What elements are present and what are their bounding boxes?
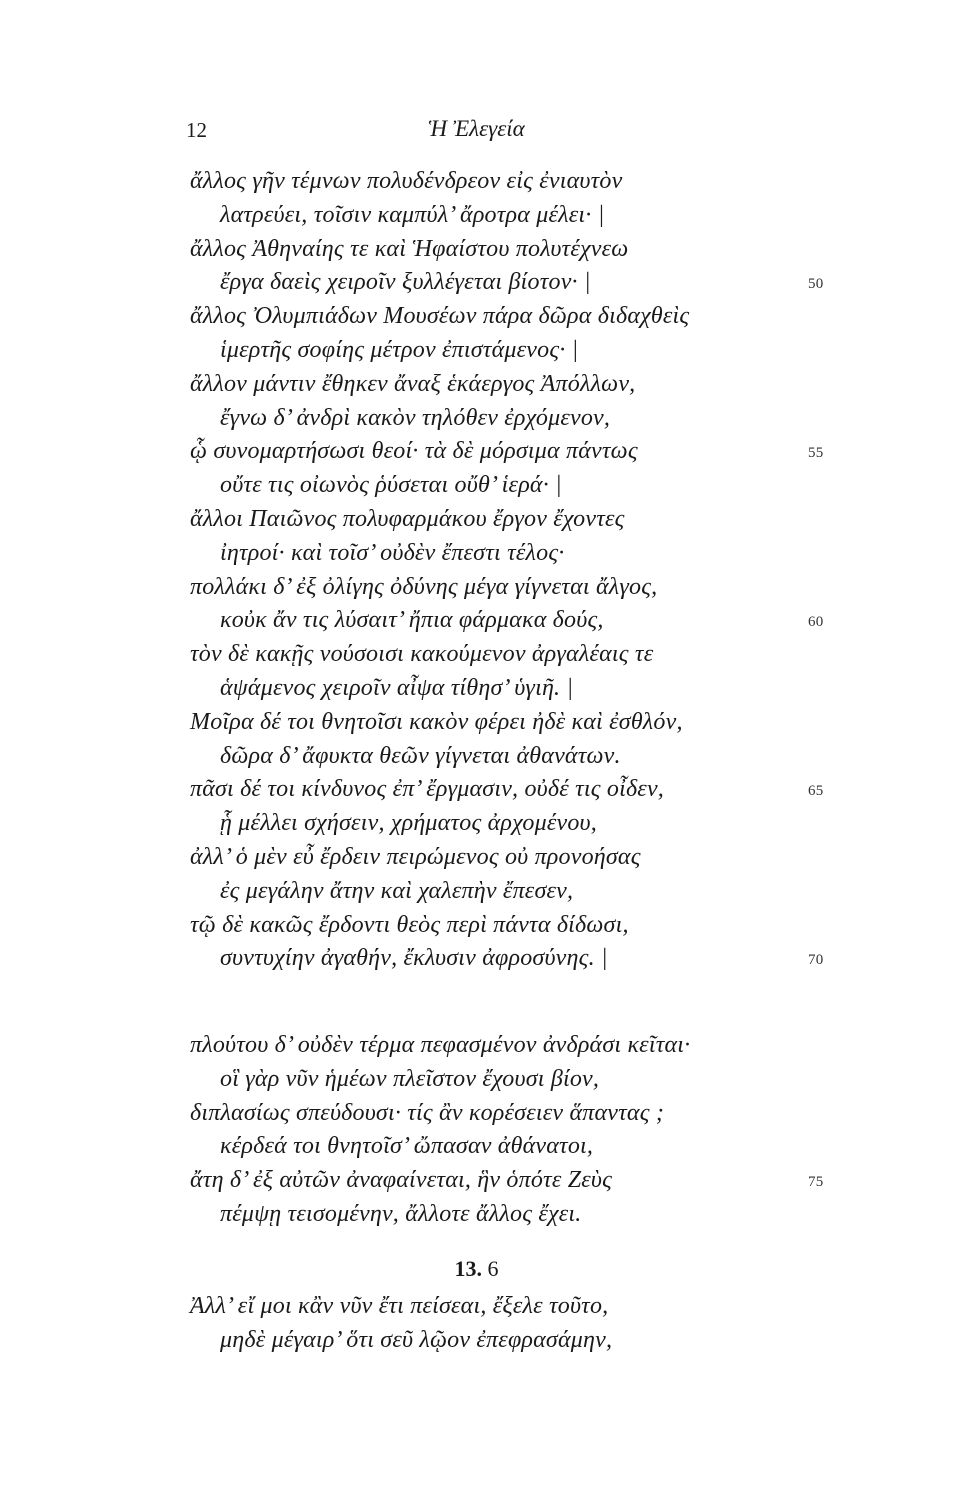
verse-line (0, 1201, 953, 1228)
verse-text: οὔτε τις οἰωνὸς ῥύσεται οὔθ’ ἱερά· | (220, 472, 562, 499)
verse-line (0, 269, 953, 296)
verse-line (0, 844, 953, 871)
verse-text: ἰητροί· καὶ τοῖσ’ οὐδὲν ἔπεστι τέλος· (220, 539, 565, 566)
verse-text: ἄλλος Ὀλυμπιάδων Μουσέων πάρα δῶρα διδαχθεὶς (190, 303, 690, 330)
verse-line (0, 574, 953, 601)
verse-line (0, 371, 953, 398)
verse-line (0, 776, 953, 803)
verse-text: ἄτη δ’ ἐξ αὐτῶν ἀναφαίνεται, ἣν ὁπότε Ζεὺς (190, 1167, 613, 1194)
verse-line (0, 1032, 953, 1059)
running-title: Ἡ Ἐλεγεία (428, 116, 525, 141)
verse-line (0, 202, 953, 229)
verse-line (0, 236, 953, 263)
line-number: 55 (808, 445, 824, 462)
page-number: 12 (186, 118, 207, 142)
verse-line (0, 607, 953, 634)
verse-text: ᾧ συνομαρτήσωσι θεοί· τὰ δὲ μόρσιμα πάντως (190, 438, 638, 465)
line-number: 70 (808, 952, 824, 969)
verse-text: ἄλλος γῆν τέμνων πολυδένδρεον εἰς ἐνιαυτὸν (190, 168, 623, 194)
verse-line (0, 405, 953, 432)
section-subnumber: 6 (487, 1256, 499, 1281)
verse-text: οἳ γὰρ νῦν ἡμέων πλεῖστον ἔχουσι βίον, (220, 1065, 600, 1092)
verse-text: ᾗ μέλλει σχήσειν, χρήματος ἀρχομένου, (220, 810, 597, 837)
line-number: 75 (808, 1174, 824, 1191)
verse-line (0, 1293, 953, 1320)
verse-text: τῷ δὲ κακῶς ἔρδοντι θεὸς περὶ πάντα δίδωσι, (190, 911, 629, 938)
verse-text: ἔγνω δ’ ἀνδρὶ κακὸν τηλόθεν ἐρχόμενον, (220, 404, 611, 431)
verse-line (0, 1327, 953, 1354)
verse-line (0, 337, 953, 364)
verse-text: δῶρα δ’ ἄφυκτα θεῶν γίγνεται ἀθανάτων. (220, 742, 621, 769)
verse-line (0, 709, 953, 736)
section-number: 13. (454, 1256, 482, 1281)
line-number: 65 (808, 783, 824, 800)
verse-line (0, 1100, 953, 1127)
verse-text: ἐς μεγάλην ἄτην καὶ χαλεπὴν ἔπεσεν, (220, 877, 574, 904)
verse-line (0, 168, 953, 195)
verse-text: ἱμερτῆς σοφίης μέτρον ἐπιστάμενος· | (220, 337, 579, 363)
verse-text: ἁψάμενος χειροῖν αἶψα τίθησ’ ὑγιῆ. | (220, 675, 574, 701)
verse-line (0, 472, 953, 499)
verse-line (0, 810, 953, 837)
line-number: 50 (808, 276, 824, 293)
verse-text: ἄλλος Ἀθηναίης τε καὶ Ἡφαίστου πολυτέχνεω (190, 235, 629, 262)
verse-text: τὸν δὲ κακῇς νούσοισι κακούμενον ἀργαλέαις τε (190, 641, 654, 668)
verse-text: κέρδεά τοι θνητοῖσ’ ὤπασαν ἀθάνατοι, (220, 1133, 594, 1160)
verse-line (0, 438, 953, 465)
verse-text: πολλάκι δ’ ἐξ ὀλίγης ὀδύνης μέγα γίγνεται ἄλγος, (190, 573, 658, 600)
verse-line (0, 641, 953, 668)
verse-text: ἄλλοι Παιῶνος πολυφαρμάκου ἔργον ἔχοντες (190, 506, 625, 532)
verse-line (0, 303, 953, 330)
verse-text: λατρεύει, τοῖσιν καμπύλ’ ἄροτρα μέλει· | (220, 201, 605, 228)
verse-text: κοὐκ ἄν τις λύσαιτ’ ἤπια φάρμακα δούς, (220, 607, 604, 634)
verse-text: πέμψῃ τεισομένην, ἄλλοτε ἄλλος ἔχει. (220, 1201, 582, 1227)
verse-text: μηδὲ μέγαιρ’ ὅτι σεῦ λῷον ἐπεφρασάμην, (220, 1327, 613, 1353)
verse-text: ἔργα δαεὶς χειροῖν ξυλλέγεται βίοτον· | (220, 269, 591, 296)
verse-text: διπλασίως σπεύδουσι· τίς ἂν κορέσειεν ἅπαντας ; (190, 1099, 665, 1126)
verse-line (0, 540, 953, 567)
verse-line (0, 878, 953, 905)
verse-text: ἀλλ’ ὁ μὲν εὖ ἔρδειν πειρώμενος οὐ προνοήσας (190, 844, 641, 870)
verse-text: Μοῖρα δέ τοι θνητοῖσι κακὸν φέρει ἠδὲ καὶ ἐσθλόν, (190, 708, 683, 735)
verse-text: πλούτου δ’ οὐδὲν τέρμα πεφασμένον ἀνδράσι κεῖται· (190, 1032, 691, 1058)
verse-line (0, 1167, 953, 1194)
section-heading (0, 1256, 953, 1282)
verse-line (0, 912, 953, 939)
verse-line (0, 1133, 953, 1160)
verse-text: ἄλλον μάντιν ἔθηκεν ἄναξ ἑκάεργος Ἀπόλλων, (190, 370, 636, 397)
verse-line (0, 506, 953, 533)
verse-text: Ἀλλ’ εἴ μοι κἂν νῦν ἔτι πείσεαι, ἔξελε τοῦτο, (190, 1293, 609, 1319)
verse-text: συντυχίην ἀγαθήν, ἔκλυσιν ἀφροσύνης. | (220, 945, 608, 972)
verse-line (0, 1066, 953, 1093)
verse-text: πᾶσι δέ τοι κίνδυνος ἐπ’ ἔργμασιν, οὐδέ τις οἶδεν, (190, 776, 665, 803)
verse-line (0, 743, 953, 770)
line-number: 60 (808, 614, 824, 631)
verse-line (0, 675, 953, 702)
verse-line (0, 945, 953, 972)
